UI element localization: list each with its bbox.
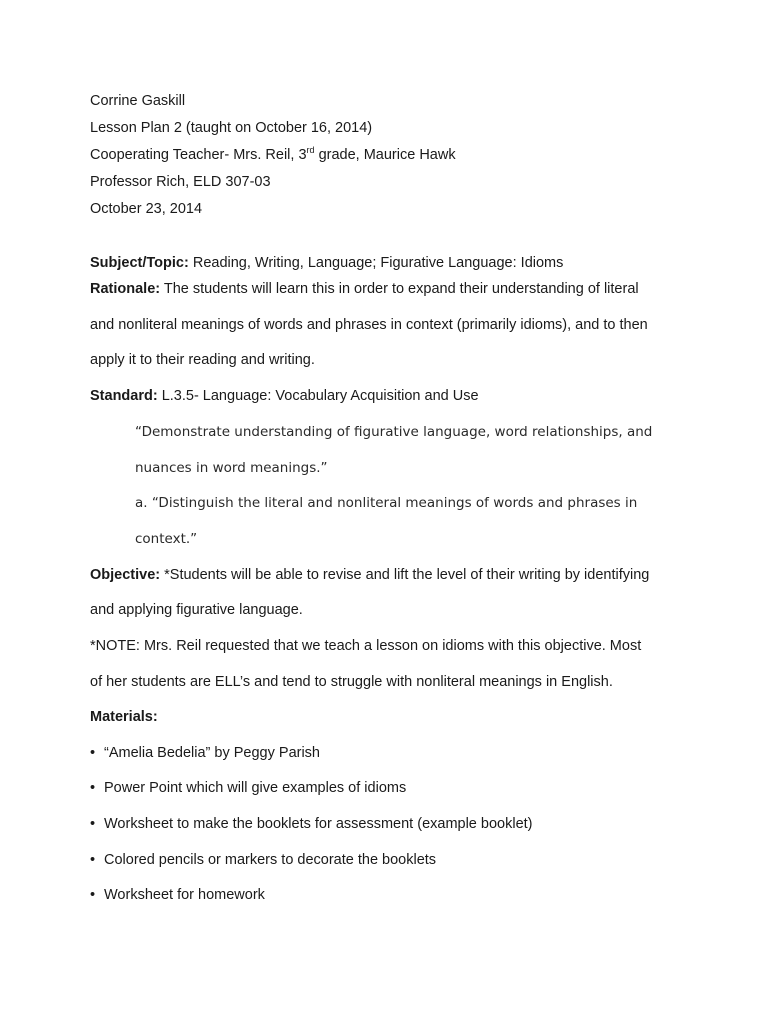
rationale-line-2: and nonliteral meanings of words and phrases in context (primarily idioms), and to then xyxy=(90,317,648,333)
rationale-line-1 xyxy=(90,280,639,298)
note-line-2: of her students are ELL’s and tend to struggle with nonliteral meanings in English. xyxy=(90,674,613,690)
lesson-plan-title: Lesson Plan 2 (taught on October 16, 2014) xyxy=(90,120,373,136)
rationale-label: Rationale: xyxy=(90,281,161,297)
coop-teacher-text: Cooperating Teacher- Mrs. Reil, 3 xyxy=(90,147,307,163)
ordinal-suffix: rd xyxy=(306,145,315,156)
objective-line-2: and applying figurative language. xyxy=(90,602,303,618)
materials-item xyxy=(90,779,406,797)
author-name: Corrine Gaskill xyxy=(90,93,186,109)
objective-text: *Students will be able to revise and lift the level of their writing by identifying xyxy=(160,567,650,583)
subject-topic xyxy=(90,254,563,272)
standard-quote-line-2: nuances in word meanings.” xyxy=(135,460,328,476)
materials-item xyxy=(90,851,436,869)
professor-line: Professor Rich, ELD 307-03 xyxy=(90,174,271,190)
materials-item-text: “Amelia Bedelia” by Peggy Parish xyxy=(104,745,320,761)
bullet-icon: • xyxy=(90,745,96,761)
standard-label: Standard: xyxy=(90,388,158,404)
materials-item xyxy=(90,886,265,904)
materials-heading xyxy=(90,708,158,726)
cooperating-teacher xyxy=(90,146,456,164)
rationale-text: The students will learn this in order to expand their understanding of literal xyxy=(160,281,639,297)
materials-item-text: Worksheet to make the booklets for assessment (example booklet) xyxy=(104,816,533,832)
standard-sub-line-1: a. “Distinguish the literal and nonliteral meanings of words and phrases in xyxy=(135,495,638,511)
standard-sub-line-2: context.” xyxy=(135,531,198,547)
document-date: October 23, 2014 xyxy=(90,201,203,217)
materials-item xyxy=(90,744,320,762)
objective-label: Objective: xyxy=(90,567,161,583)
materials-item-text: Colored pencils or markers to decorate the booklets xyxy=(104,852,437,868)
bullet-icon: • xyxy=(90,780,96,796)
materials-item-text: Worksheet for homework xyxy=(104,887,265,903)
note-line-1: *NOTE: Mrs. Reil requested that we teach a lesson on idioms with this objective. Most xyxy=(90,638,642,654)
standard-text: L.3.5- Language: Vocabulary Acquisition and Use xyxy=(157,388,479,404)
objective-line-1 xyxy=(90,566,649,584)
materials-item xyxy=(90,815,533,833)
bullet-icon: • xyxy=(90,816,96,832)
standard-quote-line-1: “Demonstrate understanding of figurative language, word relationships, and xyxy=(135,424,653,440)
subject-label: Subject/Topic: xyxy=(90,255,189,271)
rationale-line-3: apply it to their reading and writing. xyxy=(90,352,315,368)
coop-teacher-text-end: grade, Maurice Hawk xyxy=(314,147,456,163)
standard-line xyxy=(90,387,479,405)
materials-label: Materials: xyxy=(90,709,158,725)
bullet-icon: • xyxy=(90,887,96,903)
materials-item-text: Power Point which will give examples of idioms xyxy=(104,780,407,796)
bullet-icon: • xyxy=(90,852,96,868)
subject-text: Reading, Writing, Language; Figurative Language: Idioms xyxy=(188,255,564,271)
